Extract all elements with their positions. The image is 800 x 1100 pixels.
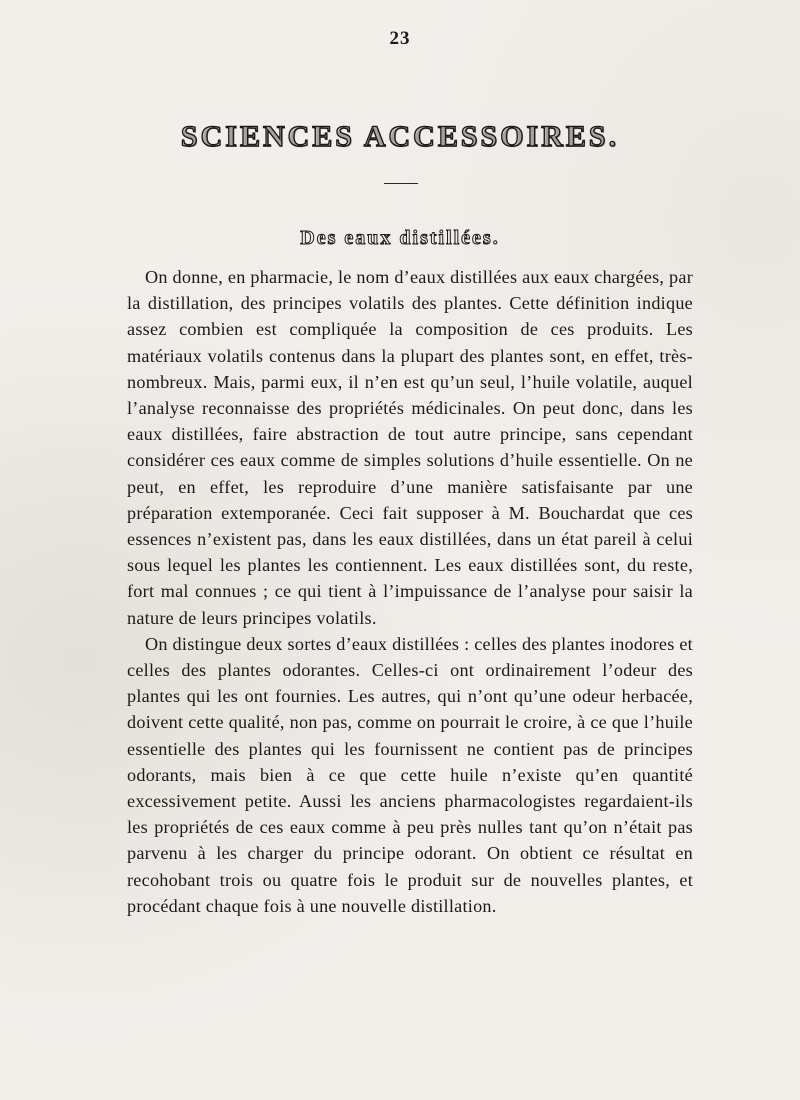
section-title: SCIENCES ACCESSOIRES. xyxy=(180,120,620,153)
section-subtitle: Des eaux distillées. xyxy=(300,227,500,249)
paragraph-1: On donne, en pharmacie, le nom d’eaux distillées aux eaux chargées, par la distillation, des principes volatils des plantes. Cette définition indique assez combien est compliquée la composition de ces produits. Les matériaux volatils contenus dans la plupart des plantes sont, en effet, très-nombreux. Mais, parmi eux, il n’en est qu’un seul, l’huile volatile, auquel l’analyse reconnaisse des propriétés médicinales. On peut donc, dans les eaux distillées, faire abstraction de tout autre principe, sans cependant considérer ces eaux comme de simples solutions d’huile essentielle. On ne peut, en effet, les reproduire d’une manière satisfaisante par une préparation extemporanée. Ceci fait supposer à M. Bouchardat que ces essences n’existent pas, dans les eaux distillées, dans un état pareil à celui sous lequel les plantes les contiennent. Les eaux distillées sont, du reste, fort mal connues ; ce qui tient à l’impuissance de l’analyse pour saisir la nature de leurs principes volatils. xyxy=(127,267,693,628)
page-number: 23 xyxy=(389,28,411,49)
title-rule xyxy=(384,183,418,184)
body-text xyxy=(127,264,693,919)
paragraph-2: On distingue deux sortes d’eaux distillées : celles des plantes inodores et celles des plantes odorantes. Celles-ci ont ordinairement l’odeur des plantes qui les ont fournies. Les autres, qui n’ont qu’une odeur herbacée, doivent cette qualité, non pas, comme on pourrait le croire, à ce que l’huile essentielle des plantes qui les fournissent ne contient pas de principes odorants, mais bien à ce que cette huile n’existe qu’en quantité excessivement petite. Aussi les anciens pharmacologistes regardaient-ils les propriétés de ces eaux comme à peu près nulles tant qu’on n’était pas parvenu à les charger du principe odorant. On obtient ce résultat en recohobant trois ou quatre fois le produit sur de nouvelles plantes, et procédant chaque fois à une nouvelle distillation. xyxy=(127,633,693,916)
